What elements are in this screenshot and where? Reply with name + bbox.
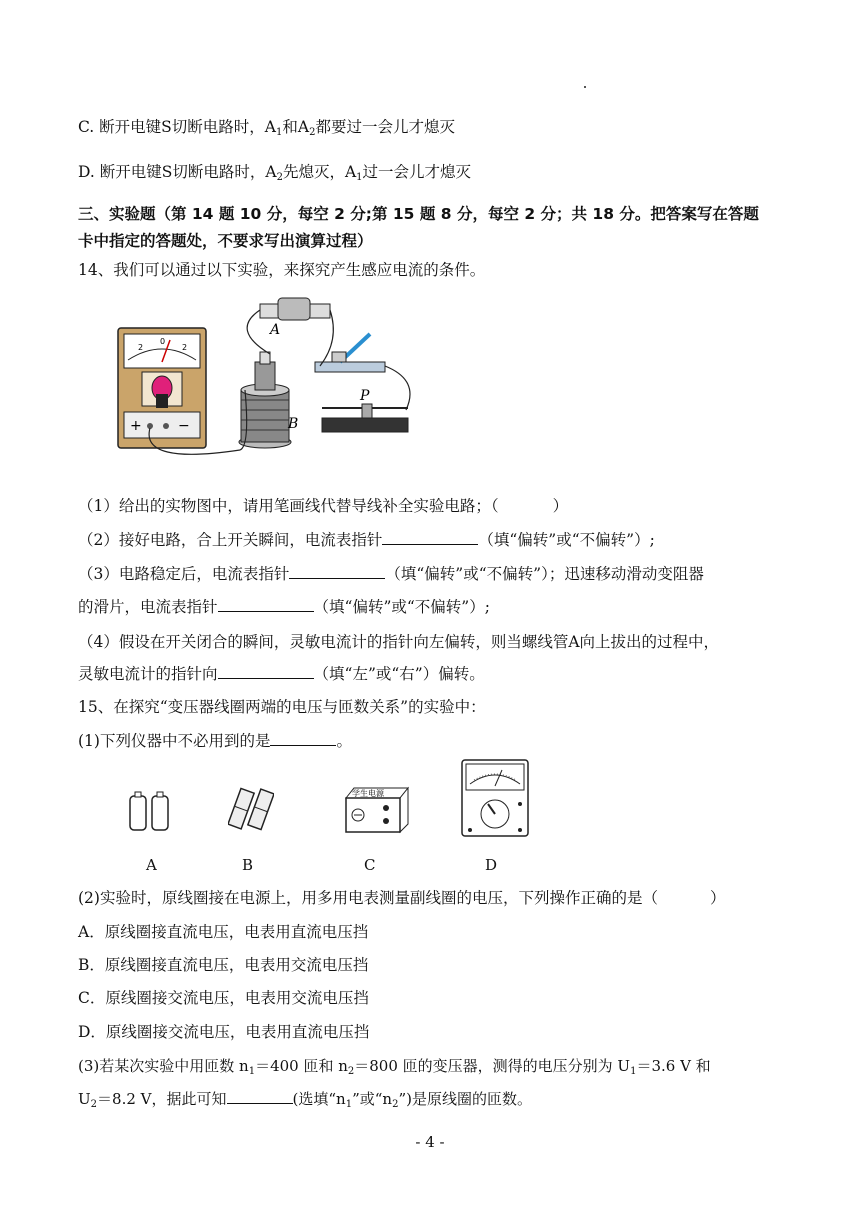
q15-option-b: B．原线圈接直流电压，电表用交流电压挡 (78, 956, 369, 974)
q14-part4-line2 (78, 664, 485, 684)
q13-option-d (78, 162, 471, 188)
q15-part3-text: ＝3.6 V 和 (636, 1057, 711, 1075)
option-c-suffix: 都要过一会儿才熄灭 (315, 118, 455, 136)
rheostat-icon (322, 388, 408, 432)
a1-label: A (344, 163, 357, 181)
a2-sub: 2 (309, 127, 316, 138)
section3-heading-line1: 三、实验题（第 14 题 10 分，每空 2 分;第 15 题 8 分，每空 2 分；共 18 分。把答案写在答题 (78, 205, 759, 223)
q15-part3-text: ＝400 匝和 n (255, 1057, 348, 1075)
answer-blank[interactable] (289, 564, 385, 579)
q15-part3-text: ＝800 匝的变压器，测得的电压分别为 U (354, 1057, 631, 1075)
a2-label: A (265, 163, 277, 181)
answer-blank[interactable] (270, 731, 336, 746)
option-d-mid: 先熄灭， (282, 163, 345, 181)
q15-option-c: C．原线圈接交流电压，电表用交流电压挡 (78, 989, 369, 1007)
q15-stem: 15、在探究“变压器线圈两端的电压与匝数关系”的实验中： (78, 698, 486, 716)
q15-part2-text: (2)实验时，原线圈接在电源上，用多用电表测量副线圈的电压，下列操作正确的是（ (78, 889, 658, 907)
q14-part1 (78, 496, 568, 516)
instrument-label-b: B (242, 856, 254, 874)
scale-left: 2 (138, 343, 144, 352)
q15-part3b-text: ＝8.2 V，据此可知 (97, 1090, 227, 1108)
q15-part3-line2 (78, 1089, 532, 1115)
instrument-label-c: C (364, 856, 376, 874)
q15-part3-text: (3)若某次实验中用匝数 n (78, 1057, 249, 1075)
q14-part3-after: （填“偏转”或“不偏转”）；迅速移动滑动变阻器 (385, 565, 704, 583)
instrument-d-multimeter-icon (460, 758, 530, 838)
label-b: B (288, 416, 299, 432)
battery-a-icon (260, 298, 330, 338)
q15-part3b-text: U (78, 1090, 91, 1108)
a1-label: A (264, 118, 276, 136)
q14-part2-after: （填“偏转”或“不偏转”）; (478, 531, 655, 549)
a2-label: A (297, 118, 310, 136)
q15-part1-text: (1)下列仪器中不必用到的是 (78, 732, 271, 750)
page-number: - 4 - (415, 1133, 445, 1151)
q14-part4-after: （填“左”或“右”）偏转。 (313, 665, 485, 683)
instrument-label-a: A (146, 856, 157, 874)
instrument-c-power-supply-icon (342, 784, 410, 834)
power-supply-label: 学生电源 (352, 789, 384, 798)
answer-blank[interactable] (218, 664, 314, 679)
switch-icon (315, 334, 385, 372)
a1-sub: 1 (356, 172, 363, 183)
a1-sub: 1 (275, 127, 283, 138)
u1-sub: 1 (630, 1066, 637, 1077)
q14-part4-text: 灵敏电流计的指针向 (78, 665, 218, 683)
q14-part2-text: （2）接好电路，合上开关瞬间，电流表指针 (78, 531, 383, 549)
q14-part3-line2 (78, 597, 490, 617)
label-p: P (360, 388, 370, 404)
q14-part3b-text: 的滑片，电流表指针 (78, 598, 218, 616)
option-c-mid: 和 (282, 118, 298, 136)
q14-part3-text: （3）电路稳定后，电流表指针 (78, 565, 290, 583)
q14-part1-text: （1）给出的实物图中，请用笔画线代替导线补全实验电路；（ (78, 497, 499, 515)
q14-part2 (78, 530, 655, 550)
q14-stem: 14、我们可以通过以下实验，来探究产生感应电流的条件。 (78, 261, 486, 279)
a2-sub: 2 (276, 172, 283, 183)
q14-part4-line1: （4）假设在开关闭合的瞬间，灵敏电流计的指针向左偏转，则当螺线管A向上拔出的过程中， (78, 633, 720, 651)
n2-sub: 2 (347, 1066, 355, 1077)
minus-label: − (178, 418, 190, 434)
q15-part3b-text: ”或“n (352, 1090, 393, 1108)
label-a: A (270, 322, 281, 338)
q15-part3b-text: (选填“n (292, 1090, 346, 1108)
section3-heading-line2: 卡中指定的答题处，不要求写出演算过程） (78, 232, 373, 250)
n2-sub: 2 (392, 1099, 399, 1110)
q14-part1-close: ） (552, 497, 569, 515)
stray-dot (584, 86, 586, 88)
q15-part2 (78, 888, 725, 908)
n1-sub: 1 (248, 1066, 256, 1077)
answer-blank[interactable] (218, 597, 314, 612)
option-d-text: D. 断开电键S切断电路时， (78, 163, 266, 181)
option-d-suffix: 过一会儿才熄灭 (362, 163, 472, 181)
answer-blank[interactable] (227, 1089, 293, 1104)
scale-right: 2 (182, 343, 188, 352)
coil-b-icon (239, 352, 298, 448)
instrument-a-batteries-icon (128, 790, 172, 832)
u2-sub: 2 (90, 1099, 98, 1110)
q14-part3b-after: （填“偏转”或“不偏转”）; (313, 598, 490, 616)
option-c-text: C. 断开电键S切断电路时， (78, 118, 265, 136)
q15-option-a: A．原线圈接直流电压，电表用直流电压挡 (78, 923, 369, 941)
q15-part3b-text: ”)是原线圈的匝数。 (398, 1090, 532, 1108)
n1-sub: 1 (345, 1099, 353, 1110)
q14-part3-line1 (78, 564, 704, 584)
q15-part1-after: 。 (336, 732, 352, 750)
instrument-label-d: D (485, 856, 498, 874)
q14-circuit-figure (110, 290, 420, 470)
q13-option-c (78, 117, 455, 143)
galvanometer-icon (118, 328, 206, 448)
q15-option-d: D．原线圈接交流电压，电表用直流电压挡 (78, 1023, 370, 1041)
answer-blank[interactable] (382, 530, 478, 545)
q15-part2-close: ） (709, 889, 726, 907)
q15-part1 (78, 731, 352, 751)
q15-part3-line1 (78, 1056, 711, 1082)
scale-mid: 0 (160, 337, 166, 346)
plus-label: + (130, 418, 142, 434)
instrument-b-magnets-icon (228, 786, 274, 832)
